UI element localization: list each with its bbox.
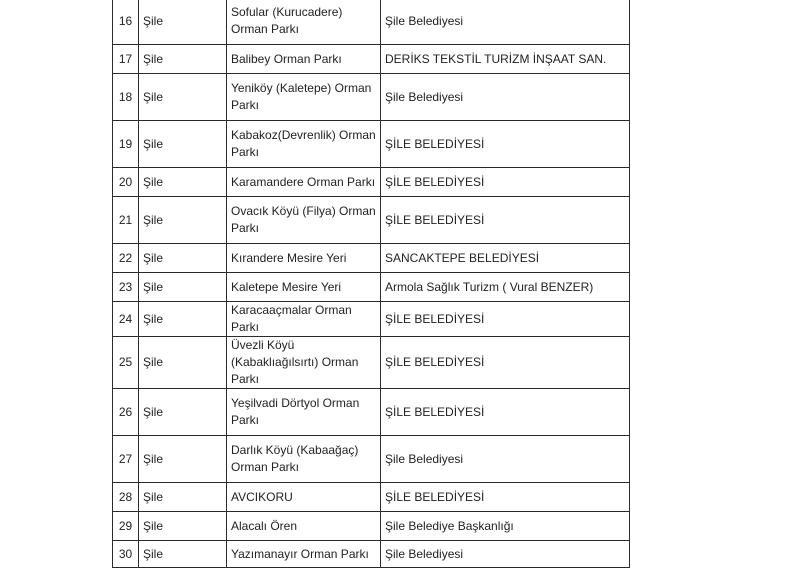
operator-cell: ŞİLE BELEDİYESİ xyxy=(381,302,630,337)
row-number: 18 xyxy=(113,74,139,121)
district-cell: Şile xyxy=(139,45,227,74)
table-row xyxy=(113,337,630,389)
district-cell: Şile xyxy=(139,121,227,168)
district-cell: Şile xyxy=(139,74,227,121)
park-name-cell: AVCIKORU xyxy=(227,483,381,512)
row-number: 27 xyxy=(113,436,139,483)
park-name-cell: Ovacık Köyü (Filya) Orman Parkı xyxy=(227,197,381,244)
operator-cell: ŞİLE BELEDİYESİ xyxy=(381,389,630,436)
district-cell: Şile xyxy=(139,273,227,302)
park-name-cell: Kabakoz(Devrenlik) Orman Parkı xyxy=(227,121,381,168)
row-number: 30 xyxy=(113,541,139,568)
operator-cell: Şile Belediyesi xyxy=(381,74,630,121)
operator-cell: SANCAKTEPE BELEDİYESİ xyxy=(381,244,630,273)
row-number: 19 xyxy=(113,121,139,168)
table-row xyxy=(113,512,630,541)
table-row xyxy=(113,244,630,273)
district-cell: Şile xyxy=(139,436,227,483)
row-number: 17 xyxy=(113,45,139,74)
operator-cell: Şile Belediyesi xyxy=(381,541,630,568)
operator-cell: DERİKS TEKSTİL TURİZM İNŞAAT SAN. xyxy=(381,45,630,74)
operator-cell: ŞİLE BELEDİYESİ xyxy=(381,483,630,512)
district-cell: Şile xyxy=(139,197,227,244)
park-name-cell: Sofular (Kurucadere) Orman Parkı xyxy=(227,0,381,45)
table-row xyxy=(113,74,630,121)
district-cell: Şile xyxy=(139,541,227,568)
table-row xyxy=(113,389,630,436)
district-cell: Şile xyxy=(139,168,227,197)
row-number: 28 xyxy=(113,483,139,512)
operator-cell: Şile Belediye Başkanlığı xyxy=(381,512,630,541)
table-row xyxy=(113,436,630,483)
district-cell: Şile xyxy=(139,0,227,45)
row-number: 26 xyxy=(113,389,139,436)
row-number: 20 xyxy=(113,168,139,197)
park-name-cell: Karamandere Orman Parkı xyxy=(227,168,381,197)
park-name-cell: Yeniköy (Kaletepe) Orman Parkı xyxy=(227,74,381,121)
row-number: 24 xyxy=(113,302,139,337)
park-name-cell: Yazımanayır Orman Parkı xyxy=(227,541,381,568)
operator-cell: ŞİLE BELEDİYESİ xyxy=(381,121,630,168)
row-number: 29 xyxy=(113,512,139,541)
park-name-cell: Kaletepe Mesire Yeri xyxy=(227,273,381,302)
park-name-cell: Üvezli Köyü (Kabaklıağılsırtı) Orman Parkı xyxy=(227,337,381,389)
district-cell: Şile xyxy=(139,512,227,541)
table-row xyxy=(113,541,630,568)
row-number: 21 xyxy=(113,197,139,244)
table-row xyxy=(113,121,630,168)
operator-cell: Şile Belediyesi xyxy=(381,436,630,483)
parks-table xyxy=(112,0,630,568)
table-row xyxy=(113,197,630,244)
district-cell: Şile xyxy=(139,302,227,337)
row-number: 16 xyxy=(113,0,139,45)
operator-cell: Armola Sağlık Turizm ( Vural BENZER) xyxy=(381,273,630,302)
table-row xyxy=(113,483,630,512)
district-cell: Şile xyxy=(139,337,227,389)
row-number: 22 xyxy=(113,244,139,273)
park-name-cell: Alacalı Ören xyxy=(227,512,381,541)
district-cell: Şile xyxy=(139,483,227,512)
operator-cell: Şile Belediyesi xyxy=(381,0,630,45)
table-row xyxy=(113,168,630,197)
table-row xyxy=(113,302,630,337)
park-name-cell: Kırandere Mesire Yeri xyxy=(227,244,381,273)
operator-cell: ŞİLE BELEDİYESİ xyxy=(381,337,630,389)
district-cell: Şile xyxy=(139,244,227,273)
table-row xyxy=(113,45,630,74)
table-row xyxy=(113,0,630,45)
operator-cell: ŞİLE BELEDİYESİ xyxy=(381,197,630,244)
park-name-cell: Yeşilvadi Dörtyol Orman Parkı xyxy=(227,389,381,436)
row-number: 23 xyxy=(113,273,139,302)
park-name-cell: Karacaaçmalar Orman Parkı xyxy=(227,302,381,337)
table-row xyxy=(113,273,630,302)
row-number: 25 xyxy=(113,337,139,389)
district-cell: Şile xyxy=(139,389,227,436)
park-name-cell: Balibey Orman Parkı xyxy=(227,45,381,74)
park-name-cell: Darlık Köyü (Kabaağaç) Orman Parkı xyxy=(227,436,381,483)
operator-cell: ŞİLE BELEDİYESİ xyxy=(381,168,630,197)
